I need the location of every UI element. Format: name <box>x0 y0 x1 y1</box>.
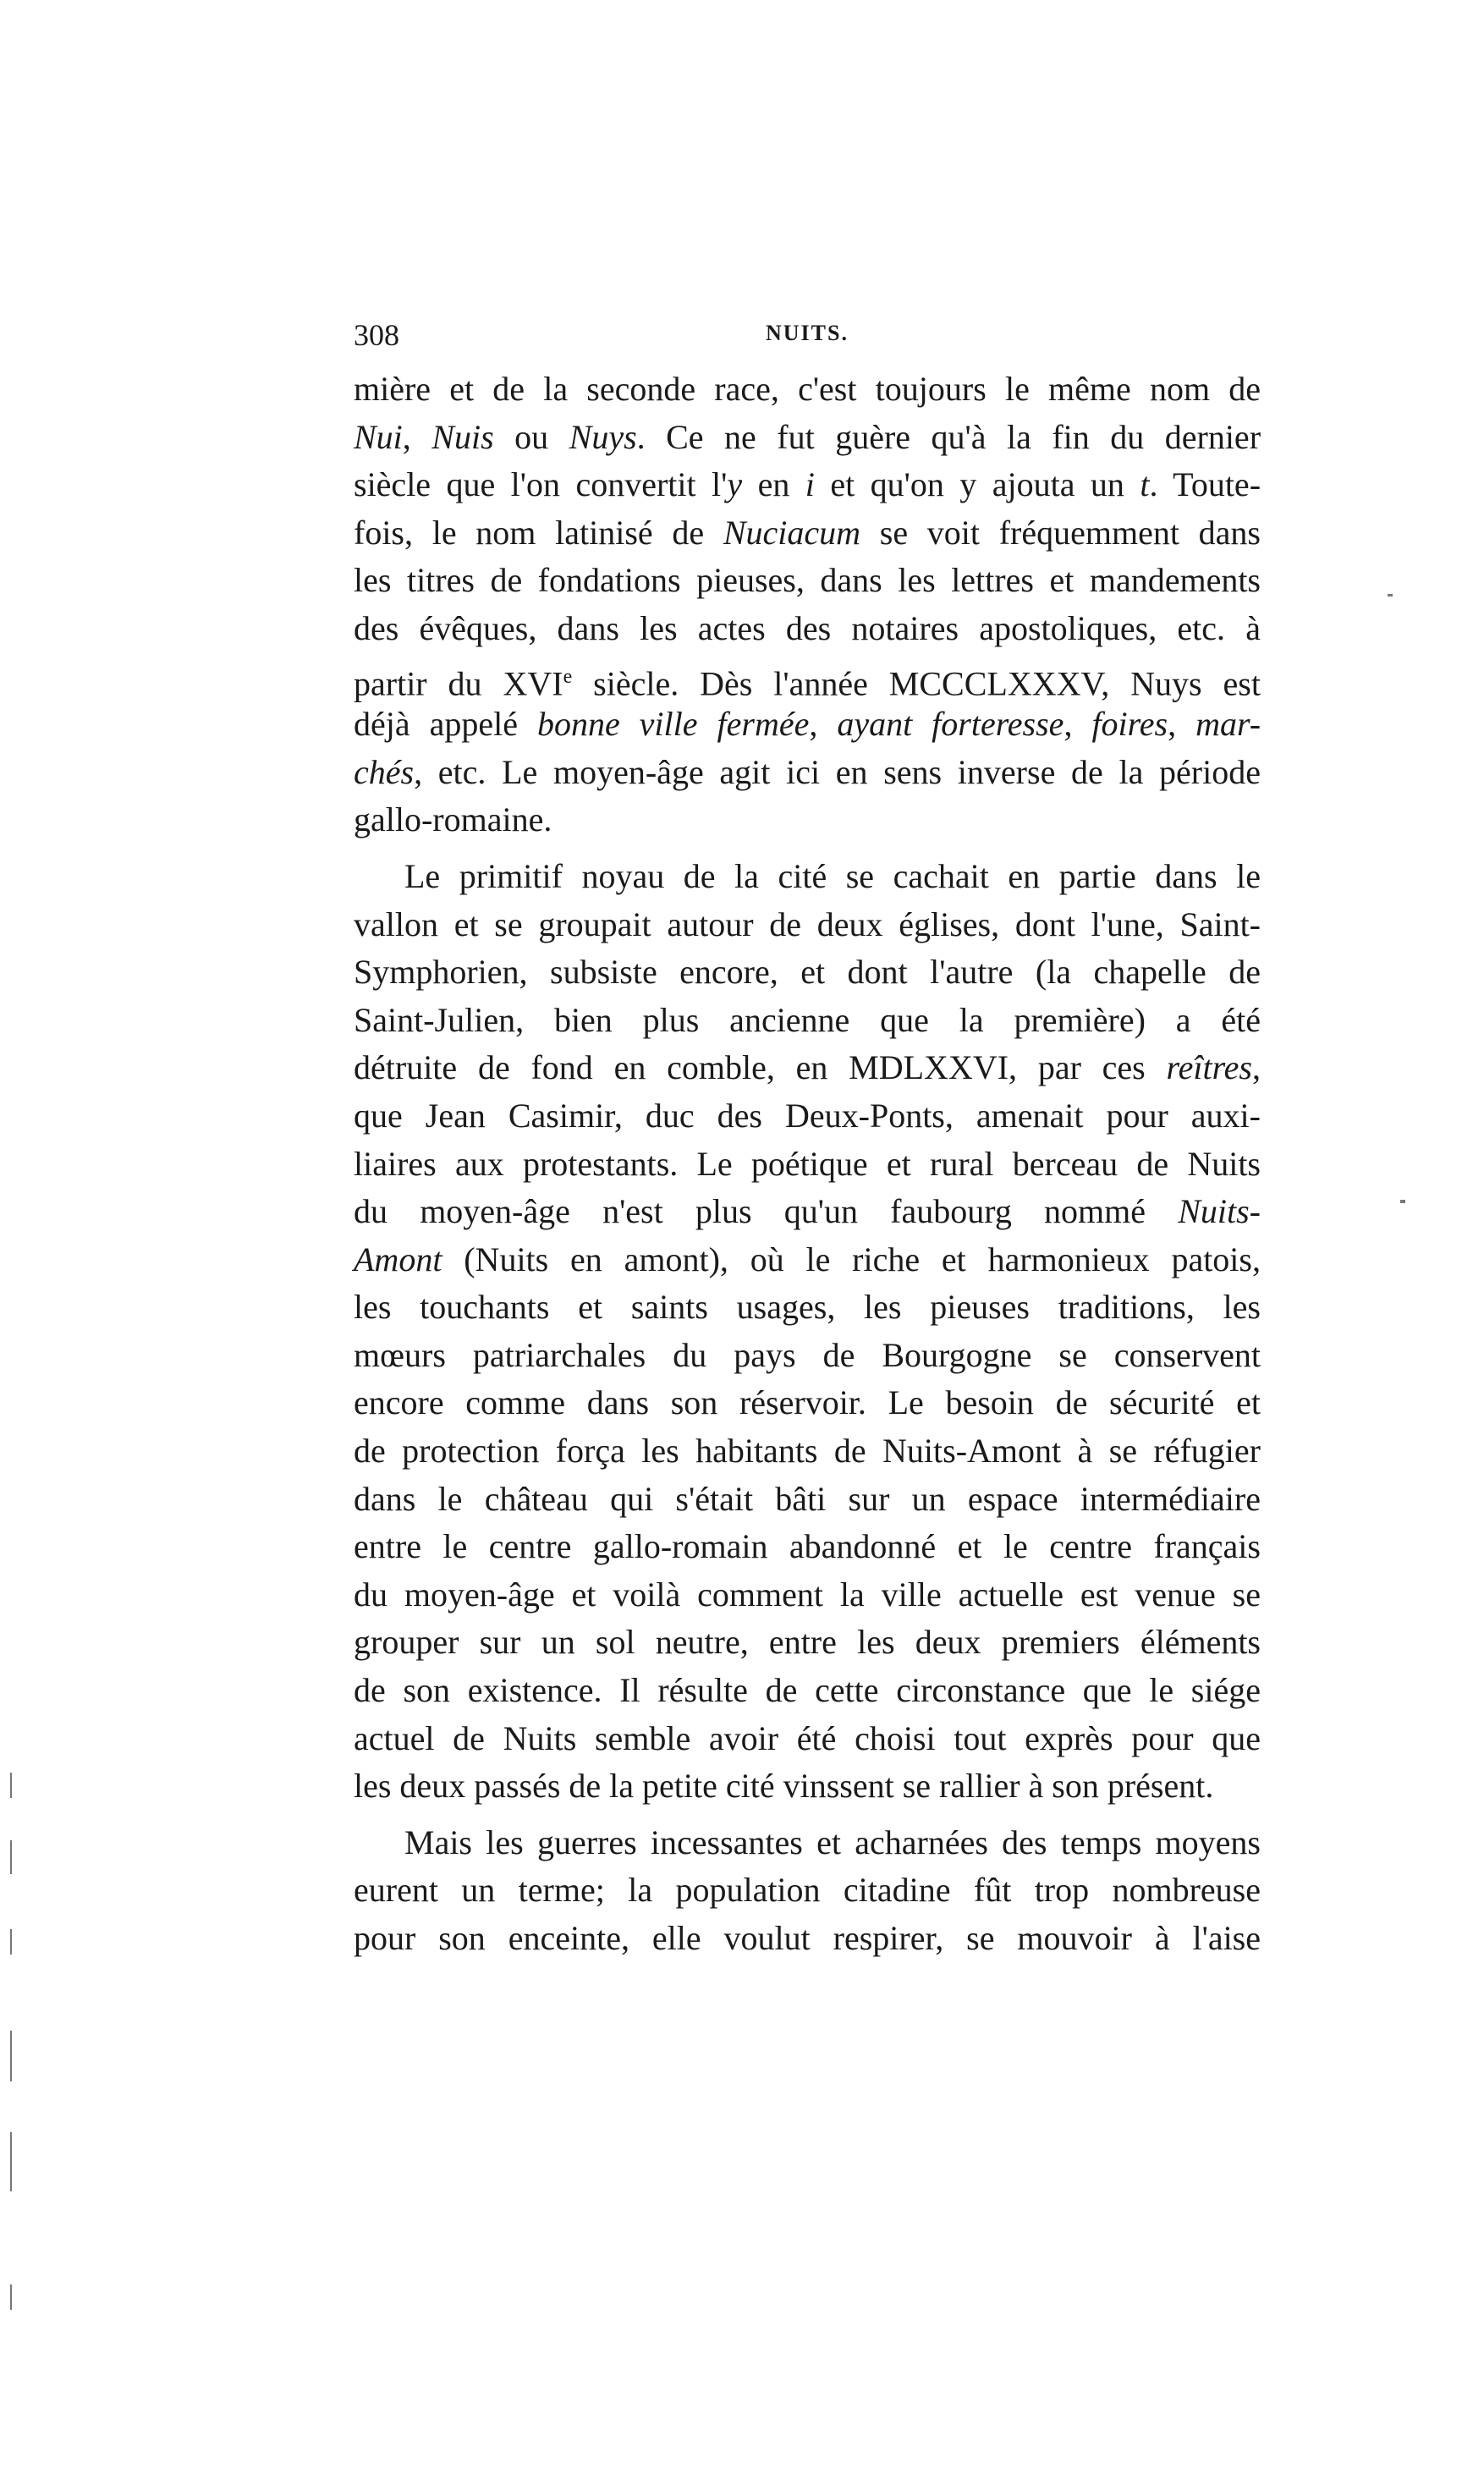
scan-mark <box>10 1929 12 1954</box>
italic-text: Nuciacum <box>723 513 861 552</box>
paragraph-gap <box>354 1811 1261 1819</box>
text-line <box>354 414 1261 462</box>
text-run: se voit fréquemment dans <box>860 513 1261 552</box>
text-run: et qu'on y ajouta un <box>814 465 1140 504</box>
text-run: les titres de fondations pieuses, dans les lettres et mandements <box>354 561 1261 600</box>
text-line <box>354 1571 1261 1619</box>
text-run: de protection força les habitants de Nuits-Amont à se réfugier <box>354 1432 1261 1471</box>
text-run: , etc. Le moyen-âge agit ici en sens inverse de la période <box>414 752 1261 791</box>
text-line <box>354 461 1261 509</box>
text-line <box>354 366 1261 414</box>
text-run: liaires aux protestants. Le poétique et rural berceau de Nuits <box>354 1144 1261 1183</box>
italic-text: Nuis <box>431 417 494 456</box>
text-line <box>354 1427 1261 1476</box>
text-run: . Toute- <box>1149 465 1261 504</box>
italic-text: foires <box>1091 705 1168 744</box>
italic-text: t <box>1140 465 1150 504</box>
text-line <box>354 509 1261 558</box>
text-run: eurent un terme; la population citadine fût trop nombreuse <box>354 1871 1261 1910</box>
italic-text: Amont <box>354 1240 442 1278</box>
text-run: Le primitif noyau de la cité se cachait en partie dans le <box>404 856 1261 895</box>
italic-text: Nui <box>354 417 403 456</box>
text-run: pour son enceinte, elle voulut respirer, se mouvoir à l'aise <box>354 1919 1261 1957</box>
text-line <box>354 901 1261 949</box>
italic-text: mar- <box>1195 705 1261 744</box>
text-run: partir du XVI <box>354 663 563 702</box>
text-run: vallon et se groupait autour de deux églises, dont l'une, Saint- <box>354 904 1261 943</box>
running-title: NUITS. <box>766 321 849 345</box>
text-line <box>354 1379 1261 1427</box>
text-run: encore comme dans son réservoir. Le besoin de sécurité et <box>354 1383 1261 1422</box>
scan-mark <box>10 2031 12 2081</box>
text-run: mœurs patriarchales du pays de Bourgogne se conservent <box>354 1335 1261 1374</box>
text-run: entre le centre gallo-romain abandonné et le centre français <box>354 1527 1261 1566</box>
text-line <box>354 1667 1261 1715</box>
text-run: Symphorien, subsiste encore, et dont l'autre (la chapelle de <box>354 953 1261 992</box>
body-text <box>354 366 1261 1963</box>
text-line <box>354 653 1261 701</box>
italic-text: y <box>727 465 743 504</box>
text-line <box>354 796 1261 844</box>
text-run: que Jean Casimir, duc des Deux-Ponts, amenait pour auxi- <box>354 1096 1261 1135</box>
text-run: en <box>742 465 805 504</box>
text-line <box>354 557 1261 605</box>
scan-mark <box>10 1773 12 1798</box>
italic-text: i <box>805 465 815 504</box>
text-run: . Ce ne fut guère qu'à la fin du dernier <box>636 417 1261 456</box>
text-run: , <box>1064 705 1092 744</box>
paragraph-gap <box>354 844 1261 853</box>
text-line <box>354 1188 1261 1236</box>
text-line <box>354 1141 1261 1189</box>
text-run: détruite de fond en comble, en MDLXXVI, par ces <box>354 1048 1167 1087</box>
text-run: (Nuits en amont), où le riche et harmonieux patois, <box>442 1240 1261 1278</box>
text-run: Saint-Julien, bien plus ancienne que la première) a été <box>354 1000 1261 1039</box>
text-line <box>354 1284 1261 1332</box>
text-run: gallo-romaine. <box>354 800 552 839</box>
text-run: , <box>1168 705 1196 744</box>
page-number: 308 <box>354 318 399 352</box>
text-run: du moyen-âge n'est plus qu'un faubourg nommé <box>354 1192 1179 1231</box>
text-run: des évêques, dans les actes des notaires apostoliques, etc. à <box>354 608 1261 647</box>
text-run: du moyen-âge et voilà comment la ville actuelle est venue se <box>354 1575 1261 1614</box>
text-line <box>354 1819 1261 1867</box>
scan-mark <box>10 1840 12 1874</box>
text-line <box>354 749 1261 797</box>
text-run: déjà appelé <box>354 705 537 744</box>
text-line <box>354 1523 1261 1571</box>
italic-text: bonne ville fermée <box>536 705 810 744</box>
text-run: siècle. Dès l'année MCCCLXXXV, Nuys est <box>572 663 1261 702</box>
scan-mark <box>1400 1200 1405 1203</box>
italic-text: reîtres <box>1166 1048 1252 1087</box>
text-line <box>354 853 1261 901</box>
text-line <box>354 1619 1261 1667</box>
text-run: de son existence. Il résulte de cette circonstance que le siége <box>354 1671 1261 1710</box>
text-line <box>354 1236 1261 1284</box>
text-run: , <box>809 705 838 744</box>
text-line <box>354 948 1261 997</box>
text-line <box>354 1866 1261 1915</box>
scan-mark <box>10 2284 12 2310</box>
scan-mark <box>10 2132 12 2191</box>
superscript: e <box>563 665 573 688</box>
text-run: , <box>1252 1048 1261 1087</box>
text-run: Mais les guerres incessantes et acharnées des temps moyens <box>404 1823 1261 1861</box>
text-line <box>354 605 1261 653</box>
text-run: , <box>402 417 432 456</box>
text-run: fois, le nom latinisé de <box>354 513 723 552</box>
text-run: les touchants et saints usages, les pieuses traditions, les <box>354 1288 1261 1327</box>
text-line <box>354 1332 1261 1380</box>
text-run: ou <box>493 417 569 456</box>
text-line <box>354 701 1261 749</box>
running-head <box>354 317 1261 360</box>
text-line <box>354 1762 1261 1811</box>
text-run: dans le château qui s'était bâti sur un espace intermédiaire <box>354 1479 1261 1518</box>
text-line <box>354 1044 1261 1092</box>
text-line <box>354 1715 1261 1763</box>
text-run: mière et de la seconde race, c'est toujours le même nom de <box>354 370 1261 408</box>
text-line <box>354 997 1261 1045</box>
italic-text: Nuits- <box>1178 1192 1261 1231</box>
text-run: grouper sur un sol neutre, entre les deux premiers éléments <box>354 1623 1261 1662</box>
italic-text: chés <box>354 752 415 791</box>
italic-text: ayant forteresse <box>837 705 1064 744</box>
text-run: siècle que l'on convertit l' <box>354 465 728 504</box>
text-line <box>354 1915 1261 1963</box>
scan-mark <box>1388 594 1393 597</box>
text-line <box>354 1476 1261 1524</box>
text-line <box>354 1092 1261 1141</box>
text-run: actuel de Nuits semble avoir été choisi tout exprès pour que <box>354 1718 1261 1757</box>
text-run: les deux passés de la petite cité vinssent se rallier à son présent. <box>354 1767 1214 1806</box>
italic-text: Nuys <box>569 417 637 456</box>
